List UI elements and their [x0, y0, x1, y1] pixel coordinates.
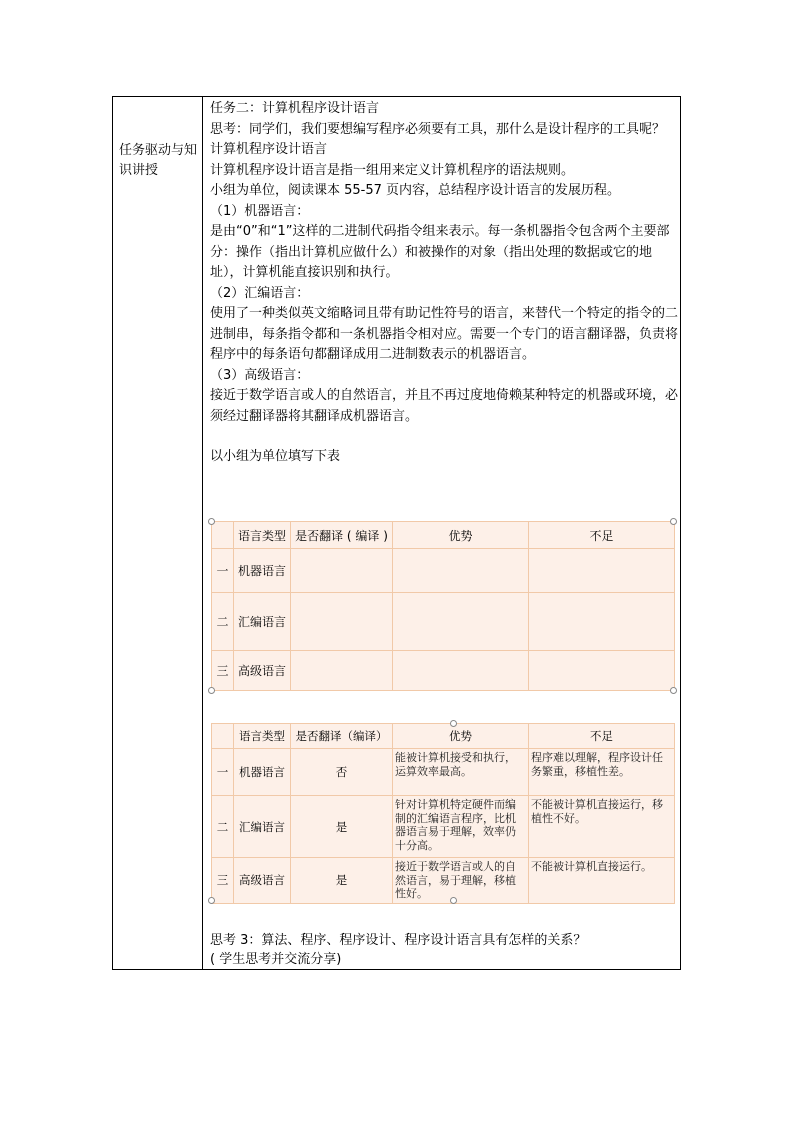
- heading: 计算机程序设计语言: [210, 142, 328, 157]
- resize-handle-icon[interactable]: [670, 518, 677, 525]
- table-header-row: [212, 522, 675, 549]
- disadvantage-text: 程序难以理解，程序设计任务繁重，移植性差。: [529, 749, 675, 796]
- header-cell: 是否翻译（编译）: [291, 724, 393, 749]
- header-cell: 优势: [393, 522, 529, 549]
- header-cell: 不足: [529, 522, 675, 549]
- language-type: 高级语言: [234, 858, 291, 904]
- row-number: 三: [212, 858, 234, 904]
- disadvantage-text: 不能被计算机直接运行。: [529, 858, 675, 904]
- task-title: 任务二：计算机程序设计语言: [210, 101, 380, 116]
- advantage-input[interactable]: [393, 549, 529, 593]
- column-divider: [202, 97, 203, 969]
- advantage-text: 接近于数学语言或人的自然语言，易于理解，移植性好。: [393, 858, 529, 904]
- advantage-text: 针对计算机特定硬件而编制的汇编语言程序，比机器语言易于理解，效率仍十分高。: [393, 796, 529, 858]
- table-row: [212, 593, 675, 651]
- fill-instruction: 以小组为单位填写下表: [210, 449, 341, 464]
- advantage-input[interactable]: [393, 651, 529, 691]
- row-number: 二: [212, 796, 234, 858]
- think-question-3: 思考 3：算法、程序、程序设计、程序设计语言具有怎样的关系？: [210, 933, 587, 948]
- translate-value: 否: [291, 749, 393, 796]
- table-row: [212, 858, 675, 904]
- language-type: 机器语言: [234, 749, 291, 796]
- language-type: 汇编语言: [234, 796, 291, 858]
- resize-handle-icon[interactable]: [450, 720, 457, 727]
- think-question-1: 思考：同学们，我们要想编写程序必须要有工具，那什么是设计程序的工具呢？: [210, 121, 666, 137]
- disadvantage-text: 不能被计算机直接运行，移植性不好。: [529, 796, 675, 858]
- language-type: 汇编语言: [234, 593, 291, 651]
- table-row: [212, 796, 675, 858]
- disadvantage-input[interactable]: [529, 651, 675, 691]
- row-number: 一: [212, 549, 234, 593]
- translate-input[interactable]: [291, 549, 393, 593]
- header-cell: 是否翻译 ( 编译 ): [291, 522, 393, 549]
- content-cell: [210, 99, 678, 468]
- definition: 计算机程序设计语言是指一组用来定义计算机程序的语法规则。: [210, 162, 575, 178]
- translate-value: 是: [291, 858, 393, 904]
- section-2-title: （2）汇编语言：: [210, 285, 310, 301]
- header-cell: 不足: [529, 724, 675, 749]
- resize-handle-icon[interactable]: [208, 518, 215, 525]
- resize-handle-icon[interactable]: [450, 897, 457, 904]
- table-row: [212, 651, 675, 691]
- resize-handle-icon[interactable]: [208, 687, 215, 694]
- disadvantage-input[interactable]: [529, 593, 675, 651]
- section-1-title: （1）机器语言：: [210, 203, 310, 219]
- section-3-title: （3）高级语言：: [210, 367, 310, 383]
- advantage-input[interactable]: [393, 593, 529, 651]
- translate-value: 是: [291, 796, 393, 858]
- empty-fill-table: [211, 521, 675, 691]
- share-note: ( 学生思考并交流分享): [210, 952, 342, 967]
- resize-handle-icon[interactable]: [208, 897, 215, 904]
- group-task: 小组为单位，阅读课本 55-57 页内容，总结程序设计语言的发展历程。: [210, 183, 621, 198]
- advantage-text: 能被计算机接受和执行，运算效率最高。: [393, 749, 529, 796]
- header-cell: 语言类型: [234, 522, 291, 549]
- section-2-body: 使用了一种类似英文缩略词且带有助记性符号的语言，来替代一个特定的指令的二进制串，每条指令都和一条机器指令相对应。需要一个专门的语言翻译器，负责将程序中的每条语句都翻译成用二进制数表示的机器语言。: [210, 306, 679, 362]
- table-header-row: [212, 724, 675, 749]
- header-cell: 优势: [393, 724, 529, 749]
- section-3-body: 接近于数学语言或人的自然语言，并且不再过度地倚赖某种特定的机器或环境，必须经过翻译器将其翻译成机器语言。: [210, 388, 679, 424]
- language-type: 高级语言: [234, 651, 291, 691]
- translate-input[interactable]: [291, 593, 393, 651]
- disadvantage-input[interactable]: [529, 549, 675, 593]
- section-label: 任务驱动与知识讲授: [119, 143, 198, 178]
- row-number: 一: [212, 749, 234, 796]
- translate-input[interactable]: [291, 651, 393, 691]
- header-cell: 语言类型: [234, 724, 291, 749]
- section-1-body: 是由“0”和“1”这样的二进制代码指令组来表示。每一条机器指令包含两个主要部分：操作（指出计算机应做什么）和被操作的对象（指出处理的数据或它的地址），计算机能直接识别和执行。: [210, 224, 670, 280]
- row-number: 三: [212, 651, 234, 691]
- answer-table: [211, 723, 675, 904]
- header-cell: [212, 724, 234, 749]
- row-number: 二: [212, 593, 234, 651]
- table-row: [212, 549, 675, 593]
- table-row: [212, 749, 675, 796]
- language-type: 机器语言: [234, 549, 291, 593]
- header-cell: [212, 522, 234, 549]
- resize-handle-icon[interactable]: [670, 687, 677, 694]
